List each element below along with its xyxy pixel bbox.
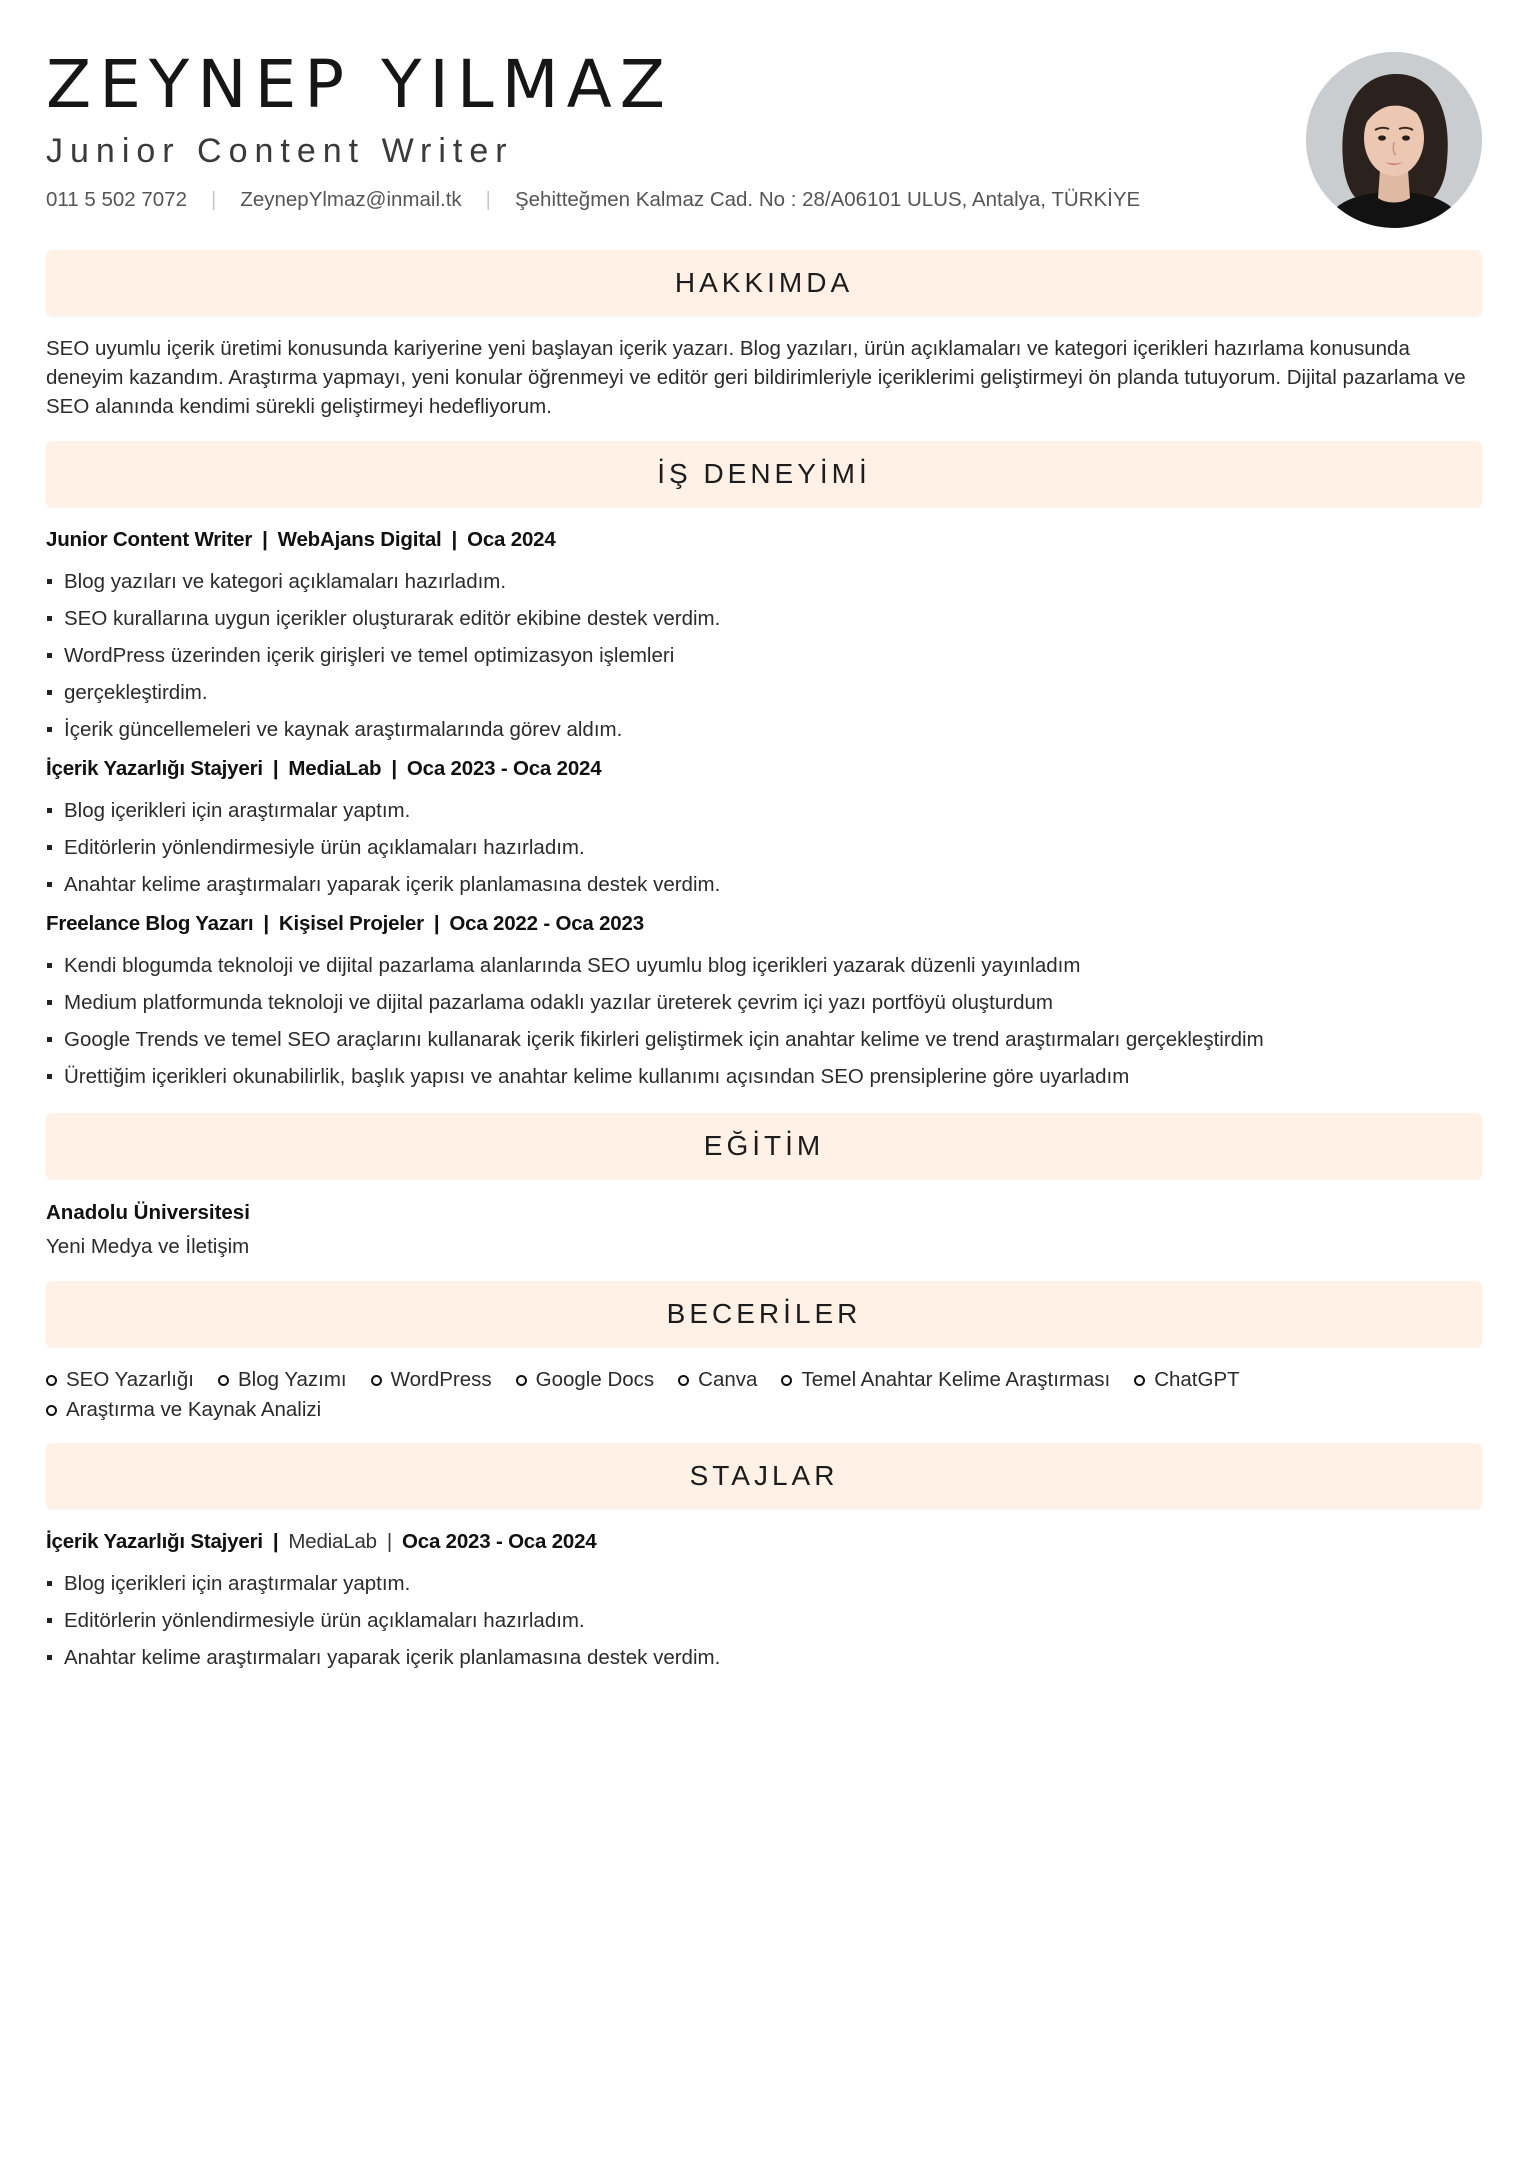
- skill-item: [371, 1367, 492, 1393]
- skill-label: Temel Anahtar Kelime Araştırması: [801, 1368, 1111, 1391]
- resume-header: [46, 0, 1482, 250]
- avatar: [1306, 52, 1482, 228]
- list-item: Blog içerikleri için araştırmalar yaptım.: [46, 1565, 1482, 1602]
- job-entry: [46, 527, 1482, 748]
- list-item: Editörlerin yönlendirmesiyle ürün açıklamaları hazırladım.: [46, 1602, 1482, 1639]
- list-item: Blog yazıları ve kategori açıklamaları hazırladım.: [46, 563, 1482, 600]
- circle-bullet-icon: [46, 1405, 57, 1416]
- job-separator: |: [272, 757, 279, 780]
- job-separator: |: [451, 528, 458, 551]
- job-separator: |: [386, 1530, 392, 1553]
- job-separator: |: [262, 528, 268, 551]
- internship-header: [46, 1529, 1482, 1555]
- job-bullets: [46, 563, 1482, 748]
- job-company: Kişisel Projeler: [278, 912, 424, 935]
- phone-number: 011 5 502 7072: [46, 188, 187, 211]
- list-item: SEO kurallarına uygun içerikler oluşturarak editör ekibine destek verdim.: [46, 600, 1482, 637]
- circle-bullet-icon: [1134, 1375, 1145, 1386]
- job-separator: |: [433, 912, 440, 935]
- skills-list: [46, 1367, 1482, 1423]
- skill-item: [46, 1397, 1458, 1423]
- job-entry: [46, 756, 1482, 903]
- profile-photo: [1306, 52, 1482, 228]
- circle-bullet-icon: [46, 1375, 57, 1386]
- skill-label: Blog Yazımı: [238, 1368, 347, 1391]
- circle-bullet-icon: [371, 1375, 382, 1386]
- job-company: MediaLab: [288, 757, 382, 780]
- skill-item: [516, 1367, 655, 1393]
- section-heading-internships: STAJLAR: [46, 1443, 1482, 1509]
- job-role: İçerik Yazarlığı Stajyeri: [46, 757, 263, 780]
- skill-item: [781, 1367, 1110, 1393]
- job-dates: Oca 2022 - Oca 2023: [449, 912, 644, 935]
- job-dates: Oca 2023 - Oca 2024: [406, 757, 602, 780]
- job-bullets: [46, 792, 1482, 903]
- internship-dates: Oca 2023 - Oca 2024: [402, 1530, 597, 1553]
- job-header: [46, 911, 1482, 937]
- internship-bullets: [46, 1565, 1482, 1676]
- list-item: gerçekleştirdim.: [46, 674, 1482, 711]
- list-item: Editörlerin yönlendirmesiyle ürün açıklamaları hazırladım.: [46, 829, 1482, 866]
- about-text: SEO uyumlu içerik üretimi konusunda kariyerine yeni başlayan içerik yazarı. Blog yazıları, ürün açıklamaları ve kategori içerikleri hazırlama konusunda deneyim kazandım. Araştırma yapmayı, yeni konular öğrenmeyi ve editör geri bildirimleriyle içeriklerimi geliştirmeyi ön planda tutuyorum. Dijital pazarlama ve SEO alanında kendimi sürekli geliştirmeyi hedefliyorum.: [46, 337, 1466, 418]
- job-separator: |: [272, 1530, 279, 1553]
- skill-label: Araştırma ve Kaynak Analizi: [66, 1398, 322, 1421]
- job-header: [46, 756, 1482, 782]
- job-separator: |: [263, 912, 269, 935]
- job-header: [46, 527, 1482, 553]
- job-title: Junior Content Writer: [46, 132, 514, 170]
- skill-label: Google Docs: [535, 1368, 655, 1391]
- skill-label: ChatGPT: [1154, 1368, 1240, 1391]
- job-dates: Oca 2024: [467, 528, 556, 551]
- contact-separator: |: [485, 188, 491, 211]
- job-role: Freelance Blog Yazarı: [46, 912, 254, 935]
- circle-bullet-icon: [781, 1375, 792, 1386]
- list-item: Ürettiğim içerikleri okunabilirlik, başlık yapısı ve anahtar kelime kullanımı açısından SEO prensiplerine göre uyarladım: [46, 1058, 1482, 1095]
- job-role: Junior Content Writer: [46, 528, 253, 551]
- job-company: WebAjans Digital: [277, 528, 442, 551]
- job-bullets: [46, 947, 1482, 1095]
- job-entry: [46, 911, 1482, 1095]
- job-separator: |: [391, 757, 397, 780]
- skill-item: [1134, 1367, 1239, 1393]
- internship-entry: [46, 1529, 1482, 1676]
- education-department: Yeni Medya ve İletişim: [46, 1235, 250, 1258]
- education-school: Anadolu Üniversitesi: [46, 1201, 250, 1224]
- skill-item: [678, 1367, 757, 1393]
- list-item: İçerik güncellemeleri ve kaynak araştırmalarında görev aldım.: [46, 711, 1482, 748]
- contact-separator: |: [210, 188, 217, 211]
- list-item: Medium platformunda teknoloji ve dijital pazarlama odaklı yazılar üreterek çevrim içi yazı portföyü oluşturdum: [46, 984, 1482, 1021]
- list-item: Google Trends ve temel SEO araçlarını kullanarak içerik fikirleri geliştirmek için anahtar kelime ve trend araştırmaları gerçekleştirdim: [46, 1021, 1482, 1058]
- list-item: Anahtar kelime araştırmaları yaparak içerik planlamasına destek verdim.: [46, 866, 1482, 903]
- skill-label: SEO Yazarlığı: [66, 1368, 194, 1391]
- list-item: Blog içerikleri için araştırmalar yaptım.: [46, 792, 1482, 829]
- circle-bullet-icon: [678, 1375, 689, 1386]
- internship-role: İçerik Yazarlığı Stajyeri: [46, 1530, 263, 1553]
- list-item: WordPress üzerinden içerik girişleri ve temel optimizasyon işlemleri: [46, 637, 1482, 674]
- circle-bullet-icon: [218, 1375, 229, 1386]
- skill-item: [218, 1367, 347, 1393]
- section-heading-skills: BECERİLER: [46, 1281, 1482, 1347]
- skill-item: [46, 1367, 194, 1393]
- list-item: Kendi blogumda teknoloji ve dijital pazarlama alanlarında SEO uyumlu blog içerikleri yazarak düzenli yayınladım: [46, 947, 1482, 984]
- circle-bullet-icon: [516, 1375, 527, 1386]
- postal-address: Şehitteğmen Kalmaz Cad. No : 28/A06101 ULUS, Antalya, TÜRKİYE: [514, 188, 1141, 211]
- section-heading-experience: İŞ DENEYİMİ: [46, 441, 1482, 507]
- list-item: Anahtar kelime araştırmaları yaparak içerik planlamasına destek verdim.: [46, 1639, 1482, 1676]
- section-heading-education: EĞİTİM: [46, 1113, 1482, 1179]
- contact-line: [46, 190, 1140, 211]
- internship-company: MediaLab: [288, 1530, 377, 1553]
- email-address: ZeynepYlmaz@inmail.tk: [240, 188, 462, 211]
- section-heading-about: HAKKIMDA: [46, 250, 1482, 316]
- candidate-name: ZEYNEP YILMAZ: [46, 46, 673, 123]
- skill-label: WordPress: [390, 1368, 492, 1391]
- skill-label: Canva: [698, 1368, 758, 1391]
